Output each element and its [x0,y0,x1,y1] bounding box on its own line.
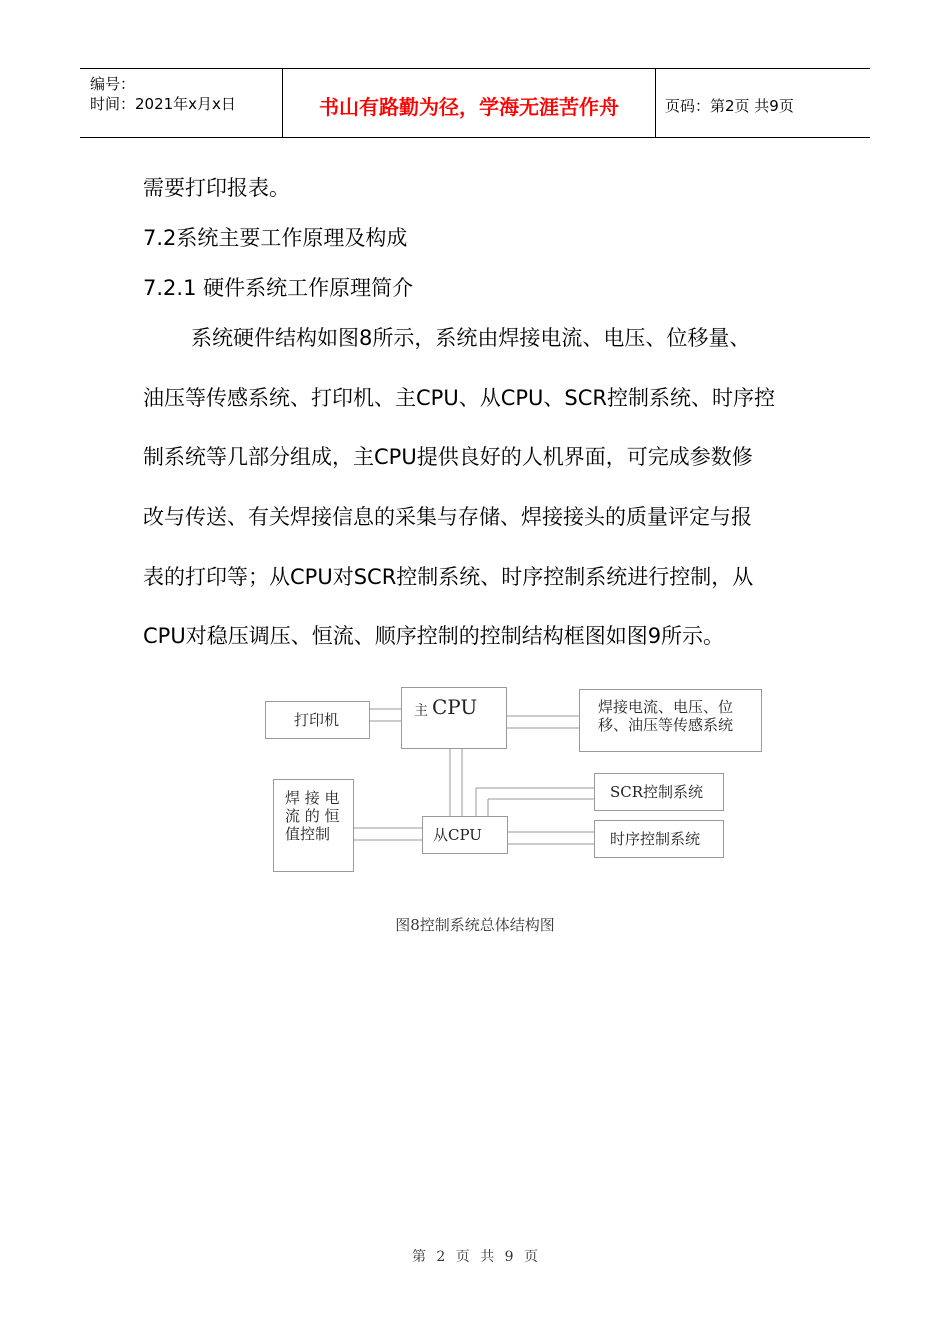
main-cpu-prefix: 主 [414,703,428,719]
printer-label: 打印机 [294,711,340,729]
document-number: 编号： [90,75,136,93]
scr-control-box [594,773,724,811]
section-heading-7-2: 7.2系统主要工作原理及构成 [143,226,408,250]
scr-control-label: SCR控制系统 [610,783,704,801]
main-cpu-label: CPU [432,695,478,719]
slave-cpu-box [422,816,508,854]
figure-caption: 图8控制系统总体结构图 [395,916,555,934]
body-line-5: 油压等传感系统、打印机、主CPU、从CPU、SCR控制系统、时序控 [143,386,775,410]
body-line-4: 系统硬件结构如图8所示，系统由焊接电流、电压、位移量、 [191,326,751,350]
document-time: 时间：2021年x月x日 [90,95,236,113]
sensor-label-line-1: 焊接电流、电压、位 [598,698,734,716]
main-cpu-box [401,687,507,749]
sensor-label-line-2: 移、油压等传感系统 [598,716,734,734]
constant-label-line-2: 流 的 恒 [285,807,340,825]
body-line-9: CPU对稳压调压、恒流、顺序控制的控制结构框图如图9所示。 [143,624,725,648]
section-heading-7-2-1: 7.2.1 硬件系统工作原理简介 [143,276,414,300]
timing-control-box [594,820,724,858]
sensor-system-box [579,689,762,752]
body-line-1: 需要打印报表。 [143,176,290,200]
page-footer: 第 2 页 共 9 页 [411,1249,539,1265]
header-page-number: 页码：第2页 共9页 [665,97,794,115]
header-motto: 书山有路勤为径，学海无涯苦作舟 [319,95,619,119]
timing-control-label: 时序控制系统 [610,830,701,848]
slave-cpu-label: 从CPU [433,826,482,844]
body-line-8: 表的打印等；从CPU对SCR控制系统、时序控制系统进行控制，从 [143,565,754,589]
printer-box [265,701,370,739]
constant-label-line-3: 值控制 [285,825,331,843]
constant-label-line-1: 焊 接 电 [285,789,340,807]
constant-control-box [273,779,354,872]
body-line-7: 改与传送、有关焊接信息的采集与存储、焊接接头的质量评定与报 [143,505,752,529]
body-line-6: 制系统等几部分组成，主CPU提供良好的人机界面，可完成参数修 [143,445,753,469]
